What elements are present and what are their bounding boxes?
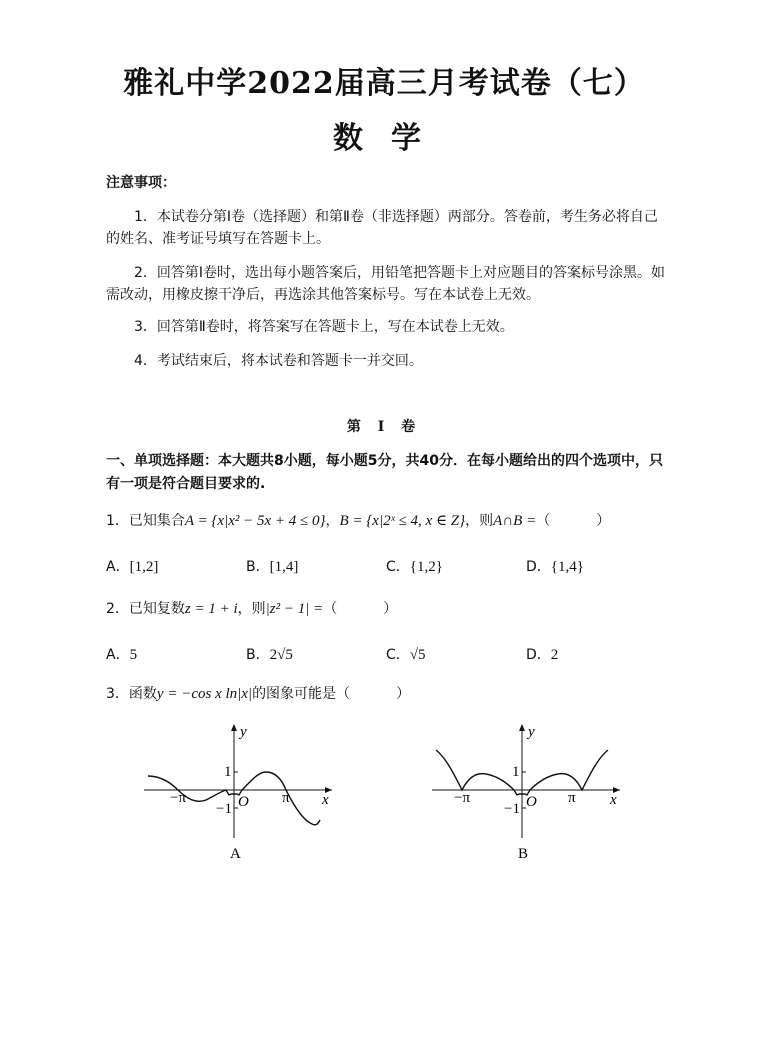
- q2-prefix: 2．已知复数: [106, 601, 185, 617]
- q1-option-d[interactable]: [526, 556, 584, 576]
- q1-option-a-text: [1,2]: [129, 559, 159, 575]
- q1-option-b[interactable]: [246, 556, 298, 576]
- q3-prefix: 3．函数: [106, 686, 157, 702]
- q3-close: ）: [396, 686, 411, 702]
- graph-a[interactable]: [140, 720, 340, 865]
- notice-item-4-text: 4．考试结束后，将本试卷和答题卡一并交回。: [134, 353, 423, 369]
- q1-option-d-letter: D．: [526, 559, 551, 575]
- notice-item-4: [106, 350, 666, 372]
- q2-option-a[interactable]: [106, 644, 137, 664]
- q1-mid: ，则: [465, 513, 494, 529]
- graph-a-tick-pi: π: [282, 790, 290, 806]
- graph-a-tick-neg-one: −1: [216, 801, 232, 817]
- q2-option-c[interactable]: [386, 644, 426, 664]
- q1-prefix: 1．已知集合: [106, 513, 185, 529]
- q2-option-b-letter: B．: [246, 647, 270, 663]
- q1-set-b: B = {x|2ˣ ≤ 4, x ∈ Z}: [339, 513, 466, 529]
- graph-b-y-arrow: [519, 724, 525, 731]
- graph-b-y-label: y: [528, 724, 535, 740]
- q2-option-d[interactable]: [526, 644, 558, 664]
- notice-heading: 注意事项：: [106, 175, 176, 191]
- q1-option-a-letter: A．: [106, 559, 130, 575]
- q1-option-b-text: [1,4]: [269, 559, 299, 575]
- notice-item-2: [106, 262, 666, 306]
- section-heading: 一、单项选择题：本大题共8小题，每小题5分，共40分．在每小题给出的四个选项中，只有一项是符合题目要求的.: [106, 453, 663, 492]
- notice-item-3-text: 3．回答第Ⅱ卷时，将答案写在答题卡上，写在本试卷上无效。: [134, 319, 514, 335]
- question-1: [106, 510, 610, 530]
- q1-option-c[interactable]: [386, 556, 443, 576]
- graph-b-tick-pi: π: [568, 790, 576, 806]
- q2-option-b[interactable]: [246, 644, 293, 664]
- q2-close: ）: [383, 601, 398, 617]
- q2-mid: ，则: [237, 601, 266, 617]
- q1-expr: A∩B =: [493, 513, 537, 529]
- q1-option-a[interactable]: [106, 556, 158, 576]
- part-heading: 第 Ⅰ 卷: [346, 419, 422, 435]
- question-2: [106, 598, 397, 618]
- graph-a-y-arrow: [231, 724, 237, 731]
- q1-sep: ，: [325, 513, 340, 529]
- q1-set-a: A = {x|x² − 5x + 4 ≤ 0}: [184, 513, 326, 529]
- q3-suffix: 的图象可能是（: [252, 686, 351, 702]
- q1-option-d-text: {1,4}: [550, 559, 584, 575]
- exam-title: 雅礼中学2022届高三月考试卷（七）: [123, 66, 645, 101]
- q2-open: （: [323, 601, 338, 617]
- graph-b-origin: O: [526, 794, 537, 810]
- q2-option-a-text: 5: [129, 647, 138, 663]
- graph-b-tick-neg-pi: −π: [454, 790, 471, 806]
- q3-function: y = −cos x ln|x|: [156, 686, 253, 702]
- q2-option-d-letter: D．: [526, 647, 551, 663]
- q1-option-b-letter: B．: [246, 559, 270, 575]
- q2-z: z = 1 + i: [184, 601, 238, 617]
- notice-item-1-text: 1．本试卷分第Ⅰ卷（选择题）和第Ⅱ卷（非选择题）两部分。答卷前，考生务必将自己的姓名、准考证号填写在答题卡上。: [106, 209, 658, 247]
- graph-b-tick-neg-one: −1: [504, 801, 520, 817]
- graph-a-tick-neg-pi: −π: [170, 790, 187, 806]
- q2-option-b-text: 2√5: [269, 647, 293, 663]
- q1-close: ）: [596, 513, 611, 529]
- q1-option-c-text: {1,2}: [409, 559, 443, 575]
- q1-option-c-letter: C．: [386, 559, 410, 575]
- subject-title: 数学: [333, 121, 449, 156]
- q2-option-a-letter: A．: [106, 647, 130, 663]
- graph-a-label: A: [230, 846, 241, 862]
- q2-option-d-text: 2: [550, 647, 559, 663]
- q2-option-c-letter: C．: [386, 647, 410, 663]
- notice-item-1: [106, 206, 666, 250]
- graph-b-label: B: [518, 846, 529, 862]
- question-3: [106, 683, 410, 703]
- graph-a-tick-one: 1: [224, 764, 232, 780]
- notice-item-3: [106, 316, 666, 338]
- graph-b[interactable]: [428, 720, 628, 865]
- graph-a-x-label: x: [322, 792, 329, 808]
- graph-b-tick-one: 1: [512, 764, 520, 780]
- q1-open: （: [536, 513, 551, 529]
- notice-item-2-text: 2．回答第Ⅰ卷时，选出每小题答案后，用铅笔把答题卡上对应题目的答案标号涂黑。如需改动，用橡皮擦干净后，再选涂其他答案标号。写在本试卷上无效。: [106, 265, 666, 303]
- graph-b-x-label: x: [610, 792, 617, 808]
- q2-expr: |z² − 1| =: [265, 601, 324, 617]
- q2-option-c-text: √5: [409, 647, 426, 663]
- graph-a-y-label: y: [240, 724, 247, 740]
- graph-a-origin: O: [238, 794, 249, 810]
